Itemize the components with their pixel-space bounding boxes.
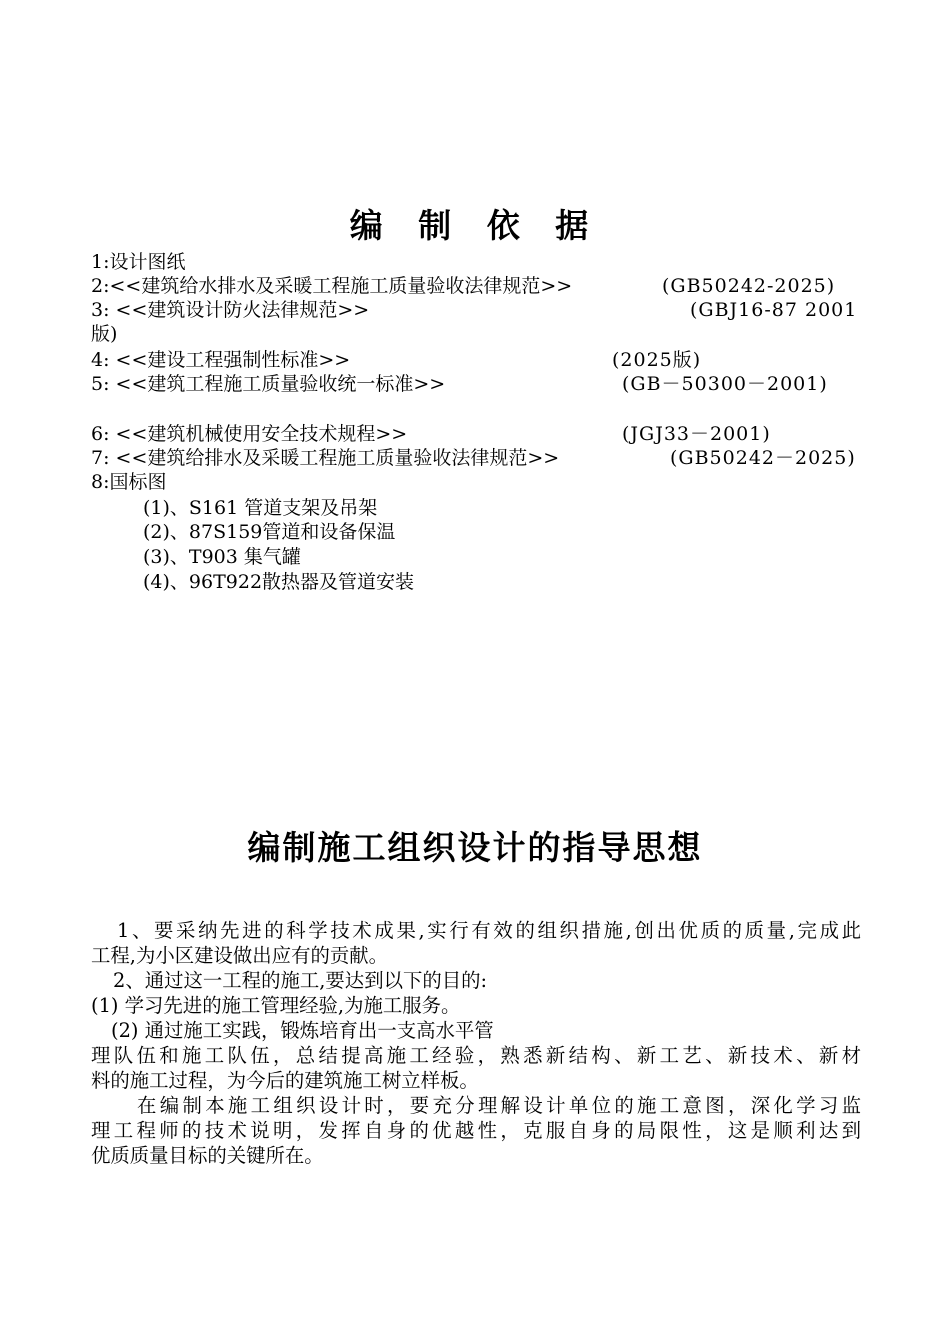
basis-item-3-wrap: 版) [91,323,118,345]
para-5-line-2: 理工程师的技术说明，发挥自身的优越性，克服自身的局限性，这是顺利达到 [91,1119,861,1142]
basis-item-5-code: (GB－50300－2001) [622,373,828,395]
para-1-line-1: 1、要采纳先进的科学技术成果,实行有效的组织措施,创出优质的质量,完成此 [117,919,861,942]
standard-drawing-1: (1)、S161 管道支架及吊架 [143,497,378,519]
para-4-line-3: 料的施工过程，为今后的建筑施工树立样板。 [91,1069,479,1092]
para-2: 2、通过这一工程的施工,要达到以下的目的: [113,969,488,992]
basis-item-4: 4: <<建设工程强制性标准>> [91,349,351,371]
para-4-line-2: 理队伍和施工队伍，总结提高施工经验，熟悉新结构、新工艺、新技术、新材 [91,1044,861,1067]
basis-item-3-code: (GBJ16-87 2001 [690,299,858,321]
section-title-guiding-ideas: 编制施工组织设计的指导思想 [247,828,703,867]
basis-item-3: 3: <<建筑设计防火法律规范>> [91,299,370,321]
basis-item-8: 8:国标图 [91,471,167,493]
standard-drawing-3: (3)、T903 集气罐 [143,546,301,568]
basis-item-5: 5: <<建筑工程施工质量验收统一标准>> [91,373,446,395]
section-title-basis: 编 制 依 据 [349,206,601,245]
para-1-line-2: 工程,为小区建设做出应有的贡献。 [91,944,389,967]
standard-drawing-2: (2)、87S159管道和设备保温 [143,521,396,543]
para-3: (1) 学习先进的施工管理经验,为施工服务。 [91,994,461,1017]
basis-item-7-code: (GB50242－2025) [670,447,856,469]
para-5-line-1: 在编制本施工组织设计时，要充分理解设计单位的施工意图，深化学习监 [137,1094,861,1117]
basis-item-6-code: (JGJ33－2001) [622,423,771,445]
basis-item-7: 7: <<建筑给排水及采暖工程施工质量验收法律规范>> [91,447,560,469]
standard-drawing-4: (4)、96T922散热器及管道安装 [143,571,415,593]
para-4-line-1: (2) 通过施工实践，锻炼培育出一支高水平管 [111,1019,494,1042]
basis-item-2: 2:<<建筑给水排水及采暖工程施工质量验收法律规范>> [91,275,573,297]
basis-item-2-code: (GB50242-2025) [662,275,836,297]
para-5-line-3: 优质质量目标的关键所在。 [91,1144,324,1167]
basis-item-1: 1:设计图纸 [91,251,186,273]
basis-item-4-code: (2025版) [612,349,702,371]
basis-item-6: 6: <<建筑机械使用安全技术规程>> [91,423,408,445]
